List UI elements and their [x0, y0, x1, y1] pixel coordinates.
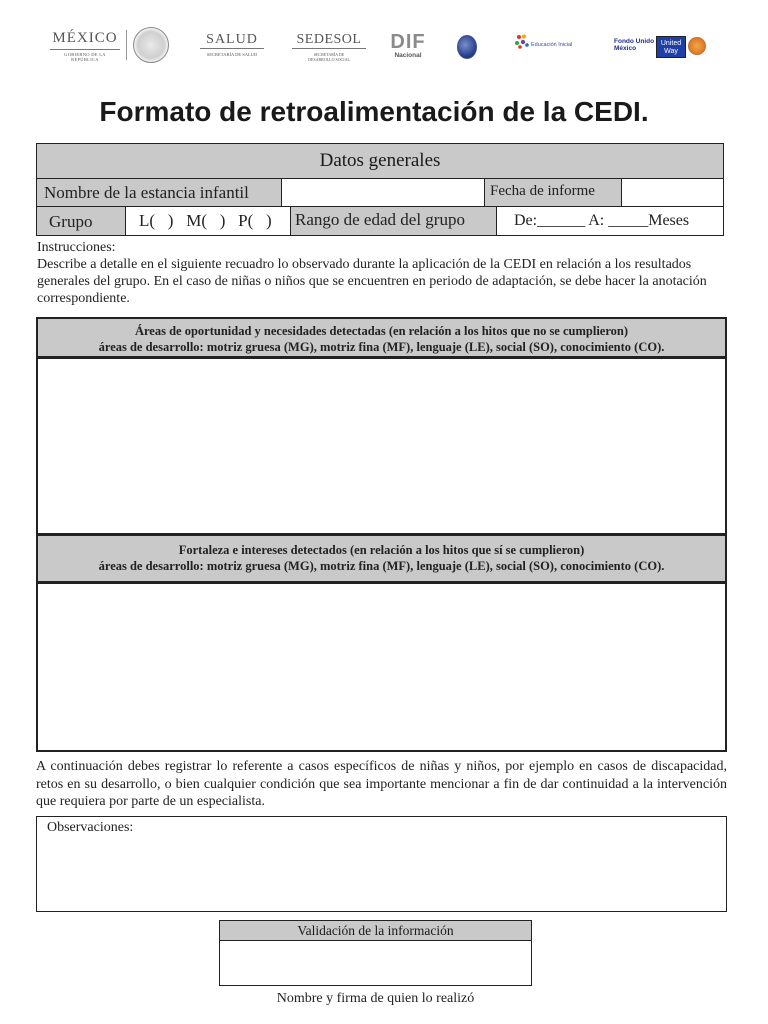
casos-text: A continuación debes registrar lo referente a casos específicos de niñas y niños, por ejemplo en casos de discapacidad, retos en su desarrollo, o bien cualquier condición que sea importante mencionar a fin de dar continuidad a la intervención que requiera por parte de un especialista. [36, 759, 727, 809]
areas-textarea[interactable] [36, 357, 727, 535]
salud-logo [200, 32, 264, 57]
united-way-text: Fondo Unido México [614, 38, 655, 52]
instructions-text: Describe a detalle en el siguiente recuadro lo observado durante la aplicación de la CEDI en relación a los resultados generales del grupo. En el caso de niñas o niños que se encuentren en periodo de adaptación, se debe hacer la anotación correspondiente. [37, 257, 707, 306]
united-way-hand-icon [688, 37, 706, 55]
signature-caption: Nombre y firma de quien lo realizó [276, 991, 475, 1006]
fortaleza-header [36, 534, 727, 583]
fortaleza-textarea[interactable] [36, 582, 727, 752]
colorful-figures-icon [514, 34, 530, 50]
fecha-input[interactable] [621, 178, 724, 207]
rango-label: Rango de edad del grupo [290, 206, 497, 236]
national-seal-icon [133, 27, 169, 63]
rango-input[interactable]: De:______ A: _____Meses [496, 206, 724, 236]
sedesol-logo-sub1: SECRETARÍA DE [313, 52, 345, 57]
fortaleza-header-text: Fortaleza e intereses detectados (en relación a los hitos que sí se cumplieron) áreas de desarrollo: motriz gruesa (MG), motriz fina (MF), lenguaje (LE), social (SO), conocimiento (CO). [98, 543, 665, 573]
general-data-header: Datos generales [36, 143, 724, 179]
mexico-logo [50, 30, 120, 62]
united-way-box: United Way [656, 36, 686, 58]
mexico-logo-sub: GOBIERNO DE LA REPÚBLICA [64, 52, 106, 62]
dif-logo-sub: Nacional [394, 52, 422, 59]
estancia-input[interactable] [281, 178, 485, 207]
dif-logo-name: DIF [390, 31, 426, 53]
instructions-label: Instrucciones: [37, 240, 116, 255]
observaciones-textarea[interactable] [36, 816, 727, 912]
sedesol-logo [292, 32, 366, 62]
areas-header-text: Áreas de oportunidad y necesidades detectadas (en relación a los hitos que no se cumplieron) áreas de desarrollo: motriz gruesa (MG), motriz fina (MF), lenguaje (LE), social (SO), conocimiento (CO). [98, 324, 665, 354]
dif-logo [386, 32, 430, 59]
areas-header [36, 317, 727, 358]
instructions [37, 239, 727, 307]
page-title: Formato de retroalimentación de la CEDI. [99, 96, 649, 127]
mexico-logo-name: MÉXICO [50, 30, 120, 50]
sedesol-logo-sub2: DESARROLLO SOCIAL [308, 57, 350, 62]
fecha-label: Fecha de informe [484, 178, 622, 207]
salud-logo-sub: SECRETARÍA DE SALUD [206, 52, 258, 57]
validacion-header: Validación de la información [219, 920, 532, 941]
logo-divider [126, 30, 127, 60]
grupo-label: Grupo [36, 206, 126, 236]
salud-logo-name: SALUD [200, 32, 264, 49]
grupo-options[interactable]: L( ) M( ) P( ) [125, 206, 291, 236]
estancia-label: Nombre de la estancia infantil [36, 178, 282, 207]
globe-emblem-icon [457, 35, 477, 59]
signature-field[interactable] [219, 940, 532, 986]
educacion-inicial-text: Educación Inicial [531, 42, 573, 48]
observaciones-label: Observaciones: [47, 820, 134, 835]
sedesol-logo-name: SEDESOL [292, 32, 366, 49]
